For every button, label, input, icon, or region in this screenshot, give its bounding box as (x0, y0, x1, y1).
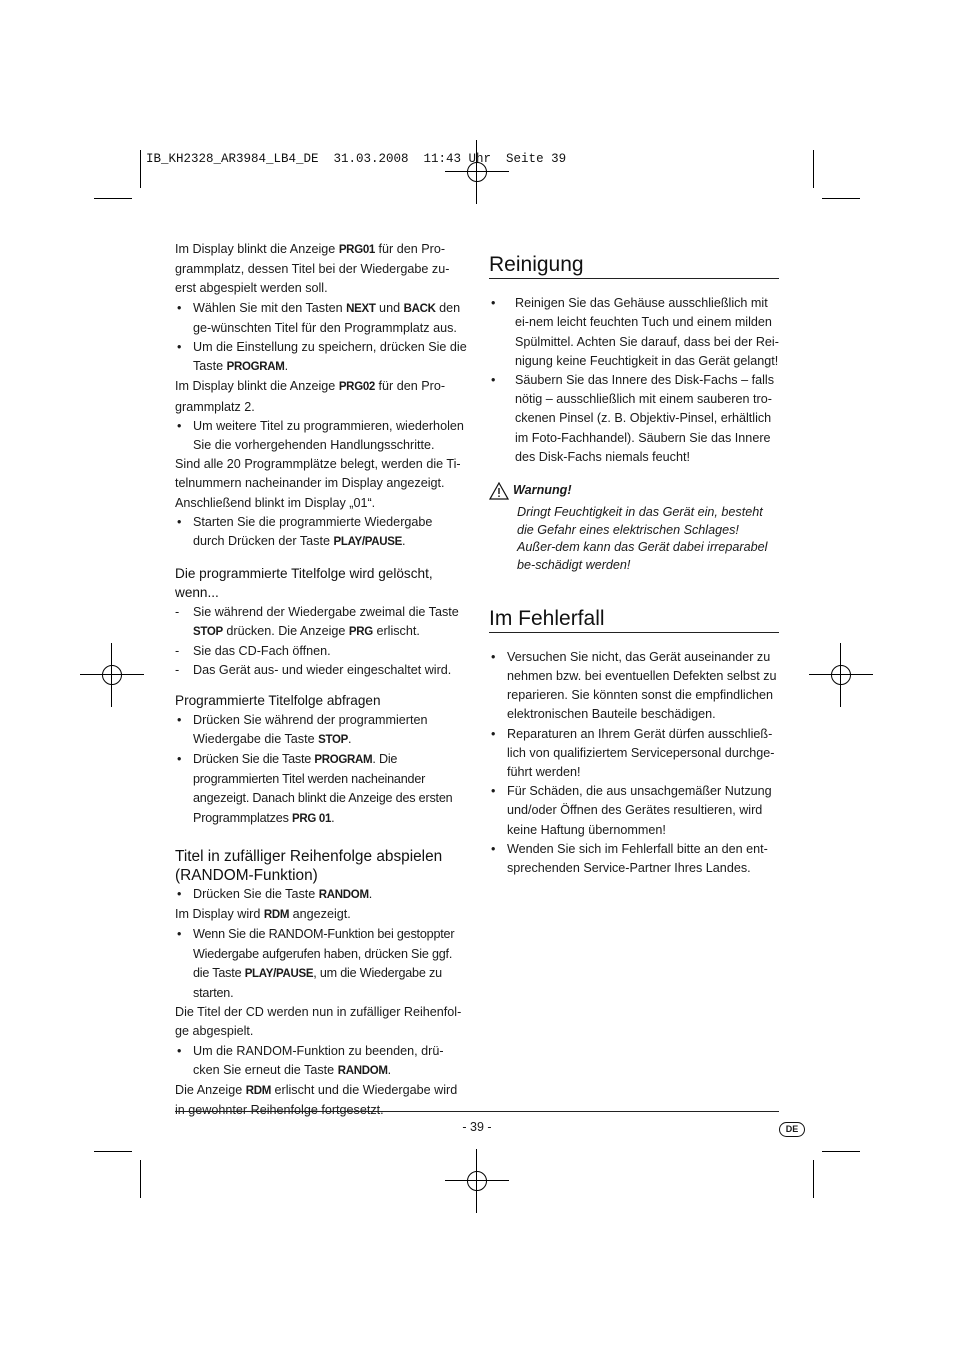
paragraph: Im Display blinkt die Anzeige PRG01 für den Pro-grammplatz, dessen Titel bei der Wiedergabe zu-erst abgespielt werden soll. (175, 242, 450, 296)
crop-mark (94, 198, 132, 199)
list-item: • Um die Einstellung zu speichern, drücken Sie die Taste PROGRAM. (177, 340, 467, 374)
warning-block (489, 481, 779, 575)
language-code: DE (785, 1124, 799, 1134)
list-item: • Säubern Sie das Innere des Disk-Fachs – falls nötig – ausschließlich mit einem sauberen tro-ckenen Pinsel (z. B. Objektiv-Pinsel, erhältlich im Foto-Fachhandel). Säubern Sie das Innere des Disk-Fachs niemals feucht! (491, 373, 775, 464)
crop-mark (813, 1160, 814, 1198)
paragraph: Im Display blinkt die Anzeige PRG02 für den Pro-grammplatz 2. (175, 379, 446, 414)
crop-mark (822, 1151, 860, 1152)
registration-mark-icon (80, 643, 144, 707)
warning-title: Warnung! (513, 483, 572, 498)
list-item: • Um die RANDOM-Funktion zu beenden, drü-cken Sie erneut die Taste RANDOM. (177, 1043, 444, 1077)
list-item: • Drücken Sie die Taste PROGRAM. Die programmierten Titel werden nacheinander angezeigt. Danach blinkt die Anzeige des ersten Programmplatzes PRG 01. (177, 752, 453, 825)
section-heading-reinigung: Reinigung (489, 255, 779, 279)
crop-mark (813, 150, 814, 188)
registration-mark-icon (445, 140, 509, 204)
page-number: - 39 - (462, 1120, 492, 1134)
list-item: • Versuchen Sie nicht, das Gerät auseinander zu nehmen bzw. bei eventuellen Defekten selbst zu reparieren. Sie könnten sonst die empfindlichen elektronischen Bauteile beschädigen. (491, 649, 777, 722)
crop-mark (94, 1151, 132, 1152)
list-item: - Sie das CD-Fach öffnen. (175, 644, 331, 659)
language-badge (779, 1122, 805, 1137)
list-item: • Drücken Sie während der programmierten Wiedergabe die Taste STOP. (177, 712, 428, 746)
list-item: • Reparaturen an Ihrem Gerät dürfen ausschließ-lich von qualifiziertem Servicepersonal durchge-führt werden! (491, 726, 775, 780)
registration-mark-icon (445, 1149, 509, 1213)
registration-mark-icon (809, 643, 873, 707)
print-header: IB_KH2328_AR3984_LB4_DE 31.03.2008 11:43 Uhr Seite 39 (146, 152, 567, 166)
subheading: Die programmierte Titelfolge wird gelöscht, wenn... (175, 566, 433, 601)
warning-icon (489, 482, 509, 500)
section-heading-im-fehlerfall: Im Fehlerfall (489, 609, 779, 633)
crop-mark (140, 150, 141, 188)
list-item: • Wenden Sie sich im Fehlerfall bitte an den ent-sprechenden Service-Partner Ihres Landes. (491, 841, 768, 876)
paragraph: Die Anzeige RDM erlischt und die Wiedergabe wird (175, 1082, 458, 1097)
list-item: • Wählen Sie mit den Tasten NEXT und BACK den ge-wünschten Titel für den Programmplatz aus. (177, 300, 461, 335)
right-column (489, 255, 779, 878)
paragraph: Sind alle 20 Programmplätze belegt, werden die Ti-telnummern nacheinander im Display angezeigt. Anschließend blinkt im Display „01“. (175, 457, 461, 510)
paragraph: Die Titel der CD werden nun in zufälliger Reihenfol-ge abgespielt. (175, 1005, 462, 1039)
section-heading: Titel in zufälliger Reihenfolge abspielen (RANDOM-Funktion) (175, 847, 443, 884)
crop-mark (822, 198, 860, 199)
left-column (175, 240, 467, 1120)
list-item: • Für Schäden, die aus unsachgemäßer Nutzung und/oder Öffnen des Gerätes resultieren, wird keine Haftung übernommen! (491, 784, 772, 837)
crop-mark (140, 1160, 141, 1198)
list-item: - Sie während der Wiedergabe zweimal die Taste STOP drücken. Die Anzeige PRG erlischt. (175, 604, 459, 638)
list-item: • Wenn Sie die RANDOM-Funktion bei gestoppter Wiedergabe aufgerufen haben, drücken Sie ggf. die Taste PLAY/PAUSE, um die Wiedergabe zu starten. (177, 927, 455, 1000)
subheading: Programmierte Titelfolge abfragen (175, 693, 381, 709)
paragraph: Im Display wird RDM angezeigt. (175, 907, 351, 922)
list-item: - Das Gerät aus- und wieder eingeschaltet wird. (175, 663, 452, 678)
list-item: • Um weitere Titel zu programmieren, wiederholen Sie die vorhergehenden Handlungsschritte. (177, 418, 464, 453)
list-item: • Starten Sie die programmierte Wiedergabe durch Drücken der Taste PLAY/PAUSE. (177, 514, 433, 549)
list-item: • Reinigen Sie das Gehäuse ausschließlich mit ei-nem leicht feuchten Tuch und einem milden Spülmittel. Achten Sie darauf, dass bei der Rei-nigung keine Feuchtigkeit in das Gerät gelangt! (491, 296, 779, 368)
warning-text: Dringt Feuchtigkeit in das Gerät ein, besteht die Gefahr eines elektrischen Schlages! Außer-dem kann das Gerät dabei irreparabel be-schädigt werden! (517, 505, 768, 573)
footer-rule (175, 1111, 779, 1112)
list-item: • Drücken Sie die Taste RANDOM. (177, 886, 373, 901)
